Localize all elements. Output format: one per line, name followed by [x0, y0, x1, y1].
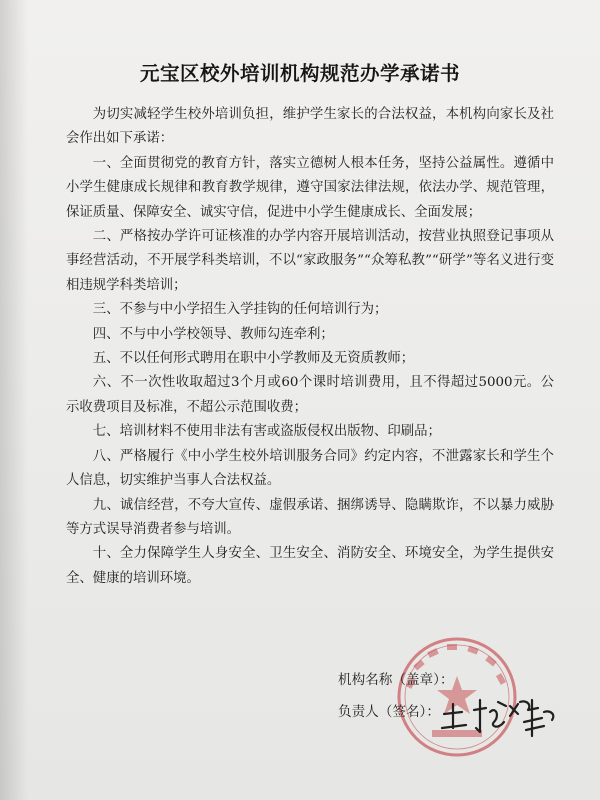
page-shadow — [0, 0, 28, 800]
pledge-item-5: 五、不以任何形式聘用在职中小学教师及无资质教师； — [92, 351, 415, 367]
handwritten-signature — [440, 692, 560, 742]
pledge-item-7: 七、培训材料不使用非法有害或盗版侵权出版物、印刷品； — [92, 424, 441, 440]
pledge-item-10: 十、全力保障学生人身安全、卫生安全、消防安全、环境安全，为学生提供安全、健康的培训环境。 — [66, 546, 554, 586]
pledge-item-2: 二、严格按办学许可证核准的办学内容开展培训活动，按营业执照登记事项从事经营活动，不开展学科类培训，不以“家政服务”“众筹私教”“研学”等名义进行变相违规学科类培训； — [66, 229, 554, 293]
document-title: 元宝区校外培训机构规范办学承诺书 — [139, 62, 460, 85]
pledge-item-4: 四、不与中小学校领导、教师勾连牵利； — [92, 326, 334, 342]
pledge-item-3: 三、不参与中小学招生入学挂钩的任何培训行为； — [92, 302, 388, 318]
pledge-item-9: 九、诚信经营，不夸大宣传、虚假承诺、捆绑诱导、隐瞒欺诈，不以暴力威胁等方式误导消费者参与培训。 — [66, 497, 554, 537]
intro-paragraph: 为切实减轻学生校外培训负担，维护学生家长的合法权益，本机构向家长及社会作出如下承诺： — [66, 107, 554, 147]
pledge-item-8: 八、严格履行《中小学生校外培训服务合同》约定内容，不泄露家长和学生个人信息，切实维护当事人合法权益。 — [66, 448, 554, 489]
document-body — [66, 103, 554, 591]
pledge-item-1: 一、全面贯彻党的教育方针，落实立德树人根本任务，坚持公益属性。遵循中小学生健康成长规律和教育教学规律，遵守国家法律法规，依法办学、规范管理，保证质量、保障安全、诚实守信，促进中小学生健康成长、全面发展； — [66, 155, 554, 220]
responsible-person-label: 负责人（签名）： — [338, 704, 440, 720]
pledge-item-6: 六、不一次性收取超过3个月或60个课时培训费用，且不得超过5000元。公示收费项目及标准，不超公示范围收费； — [66, 375, 554, 415]
org-name-label: 机构名称（盖章）： — [338, 672, 454, 688]
